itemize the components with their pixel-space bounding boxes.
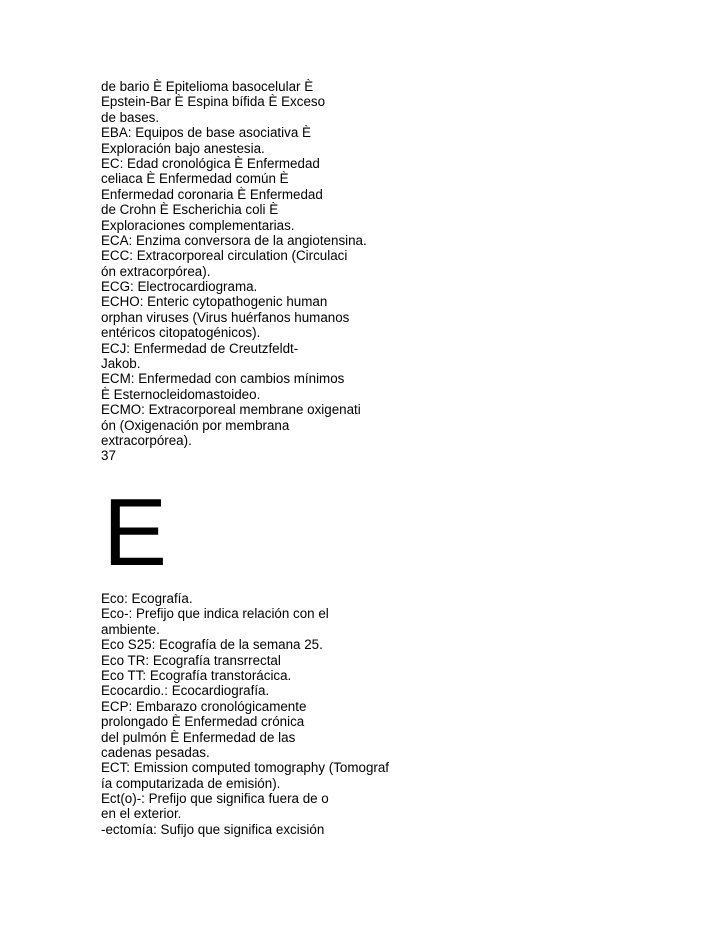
text-line: È Esternocleidomastoideo. — [101, 386, 261, 402]
text-line: orphan viruses (Virus huérfanos humanos — [101, 309, 350, 325]
text-line: ón extracorpórea). — [101, 263, 211, 279]
text-line: Eco S25: Ecografía de la semana 25. — [101, 637, 323, 653]
text-line: Ect(o)-: Prefijo que significa fuera de o — [101, 791, 329, 807]
text-line: ECM: Enfermedad con cambios mínimos — [101, 371, 345, 387]
text-line: ECA: Enzima conversora de la angiotensina. — [101, 232, 367, 248]
text-line: Jakob. — [101, 356, 141, 372]
text-line: Enfermedad coronaria È Enfermedad — [101, 186, 323, 202]
page-number: 37 — [101, 448, 116, 464]
text-line: Eco-: Prefijo que indica relación con el — [101, 606, 329, 622]
abbreviation-list-top — [101, 79, 721, 464]
text-line: extracorpórea). — [101, 432, 192, 448]
text-line: ía computarizada de emisión). — [101, 775, 281, 791]
text-line: Exploración bajo anestesia. — [101, 140, 265, 156]
text-line: entéricos citopatogénicos). — [101, 325, 261, 341]
abbreviation-list-bottom — [101, 591, 721, 837]
text-line: de bases. — [101, 109, 160, 125]
text-line: ECC: Extracorporeal circulation (Circulaci — [101, 248, 348, 264]
text-line: EC: Edad cronológica È Enfermedad — [101, 155, 320, 171]
text-line: ECG: Electrocardiograma. — [101, 279, 258, 295]
text-line: ón (Oxigenación por membrana — [101, 417, 290, 433]
text-line: del pulmón È Enfermedad de las — [101, 729, 296, 745]
text-line: ECHO: Enteric cytopathogenic human — [101, 294, 328, 310]
text-line: prolongado È Enfermedad crónica — [101, 714, 305, 730]
text-line: Ecocardio.: Ecocardiografía. — [101, 683, 270, 699]
text-line: Eco TR: Ecografía transrrectal — [101, 652, 281, 668]
text-line: Eco: Ecografía. — [101, 591, 193, 606]
text-line: ECT: Emission computed tomography (Tomograf — [101, 760, 390, 776]
text-line: ECP: Embarazo cronológicamente — [101, 698, 307, 714]
text-line: Exploraciones complementarias. — [101, 217, 295, 233]
text-line: de bario È Epitelioma basocelular È — [101, 79, 314, 94]
text-line: -ectomía: Sufijo que significa excisión — [101, 821, 325, 837]
text-line: ambiente. — [101, 621, 160, 637]
text-line: en el exterior. — [101, 806, 182, 822]
text-line: EBA: Equipos de base asociativa È — [101, 125, 311, 141]
text-line: de Crohn È Escherichia coli È — [101, 202, 279, 218]
text-line: Epstein-Bar È Espina bífida È Exceso — [101, 94, 326, 110]
text-line: cadenas pesadas. — [101, 744, 210, 760]
text-line: celiaca È Enfermedad común È — [101, 171, 289, 187]
text-line: Eco TT: Ecografía transtorácica. — [101, 667, 292, 683]
section-letter: E — [103, 479, 168, 586]
text-line: ECJ: Enfermedad de Creutzfeldt- — [101, 340, 299, 356]
text-line: ECMO: Extracorporeal membrane oxigenati — [101, 402, 361, 418]
